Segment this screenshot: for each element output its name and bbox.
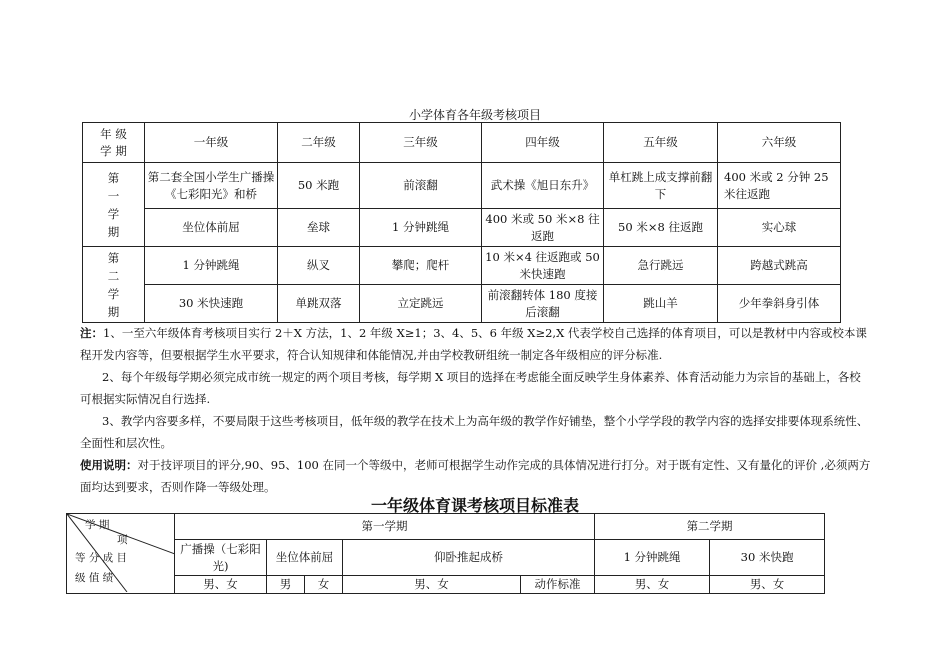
corner-label-semester: 学 期 (85, 519, 110, 531)
table-cell: 400 米或 50 米×8 往返跑 (482, 209, 604, 247)
table-cell: 50 米跑 (278, 163, 360, 209)
assessment-items-table (82, 122, 841, 323)
notes-section (80, 322, 872, 498)
semester1-header: 第一学期 (175, 514, 595, 540)
note-1: 注：1、一至六年级体育考核项目实行 2＋X 方法，1、2 年级 X≥1；3、4、5、6 年级 X≥2,X 代表学校自己选择的体育项目，可以是教材中内容或校本课程开发内容等，但要根据学生水平要求，符合认知规律和体能情况,并由学校教研组统一制定各年级相应的评分标准. (80, 326, 867, 362)
table-cell: 10 米×4 往返跑或 50 米快速跑 (482, 247, 604, 285)
table-cell: 前滚翻转体 180 度接后滚翻 (482, 285, 604, 323)
item-header: 坐位体前屈 (267, 540, 343, 576)
table-cell: 坐位体前屈 (145, 209, 278, 247)
grade1-standards-table (66, 513, 825, 594)
usage-note: 使用说明：对于技评项目的评分,90、95、100 在同一个等级中，老师可根据学生动作完成的具体情况进行打分。对于既有定性、又有量化的评价 ,必须两方面均达到要求，否则作降一等级处理。 (80, 458, 871, 494)
grade-header: 五年级 (604, 123, 718, 163)
table-cell: 跳山羊 (604, 285, 718, 323)
sub-header: 男、女 (710, 576, 825, 594)
grade-header: 一年级 (145, 123, 278, 163)
corner-label-score: 等 分 成 目 (75, 552, 128, 564)
sub-header: 男、女 (175, 576, 267, 594)
corner-label-item: 项 (117, 534, 128, 546)
table-cell: 1 分钟跳绳 (360, 209, 482, 247)
corner-cell (83, 123, 145, 163)
table-cell: 立定跳远 (360, 285, 482, 323)
table2-title: 一年级体育课考核项目标准表 (370, 496, 579, 515)
diagonal-corner-cell (67, 514, 175, 594)
note-3: 3、教学内容要多样，不要局限于这些考核项目，低年级的教学在技术上为高年级的教学作好铺垫，整个小学学段的教学内容的选择安排要体现系统性、全面性和层次性。 (80, 414, 869, 450)
sub-header: 动作标准 (521, 576, 595, 594)
grade-header: 二年级 (278, 123, 360, 163)
table-cell: 第二套全国小学生广播操《七彩阳光》和桥 (145, 163, 278, 209)
table-cell: 少年拳斜身引体 (718, 285, 841, 323)
corner-semester-label: 学 期 (100, 143, 127, 158)
table-cell: 1 分钟跳绳 (145, 247, 278, 285)
grade-header: 六年级 (718, 123, 841, 163)
corner-label-level: 级 值 绩 (75, 572, 114, 584)
sub-header: 男、女 (343, 576, 521, 594)
table-cell: 单跳双落 (278, 285, 360, 323)
grade-header: 四年级 (482, 123, 604, 163)
table-cell: 垒球 (278, 209, 360, 247)
table-cell: 50 米×8 往返跑 (604, 209, 718, 247)
sub-header: 男、女 (595, 576, 710, 594)
grade-header: 三年级 (360, 123, 482, 163)
table-cell: 实心球 (718, 209, 841, 247)
item-header: 1 分钟跳绳 (595, 540, 710, 576)
table-cell: 攀爬；爬杆 (360, 247, 482, 285)
table-cell: 武术操《旭日东升》 (482, 163, 604, 209)
semester2-label: 第 二 学 期 (83, 247, 145, 323)
table1-title: 小学体育各年级考核项目 (408, 108, 541, 122)
table-cell: 急行跳远 (604, 247, 718, 285)
table-cell: 30 米快速跑 (145, 285, 278, 323)
corner-grade-label: 年 级 (100, 126, 127, 141)
semester2-header: 第二学期 (595, 514, 825, 540)
sub-header: 男 (267, 576, 305, 594)
item-header: 广播操（七彩阳光) (175, 540, 267, 576)
table-cell: 前滚翻 (360, 163, 482, 209)
table-cell: 400 米或 2 分钟 25 米往返跑 (718, 163, 841, 209)
table-cell: 跨越式跳高 (718, 247, 841, 285)
note-2: 2、每个年级每学期必须完成市统一规定的两个项目考核，每学期 X 项目的选择在考虑能全面反映学生身体素养、体育活动能力为宗旨的基础上，各校可根据实际情况自行选择. (80, 370, 861, 406)
table-cell: 单杠跳上成支撑前翻下 (604, 163, 718, 209)
item-header: 30 米快跑 (710, 540, 825, 576)
table-cell: 纵叉 (278, 247, 360, 285)
semester1-label: 第 一 学 期 (83, 163, 145, 247)
sub-header: 女 (305, 576, 343, 594)
item-header: 仰卧推起成桥 (343, 540, 595, 576)
